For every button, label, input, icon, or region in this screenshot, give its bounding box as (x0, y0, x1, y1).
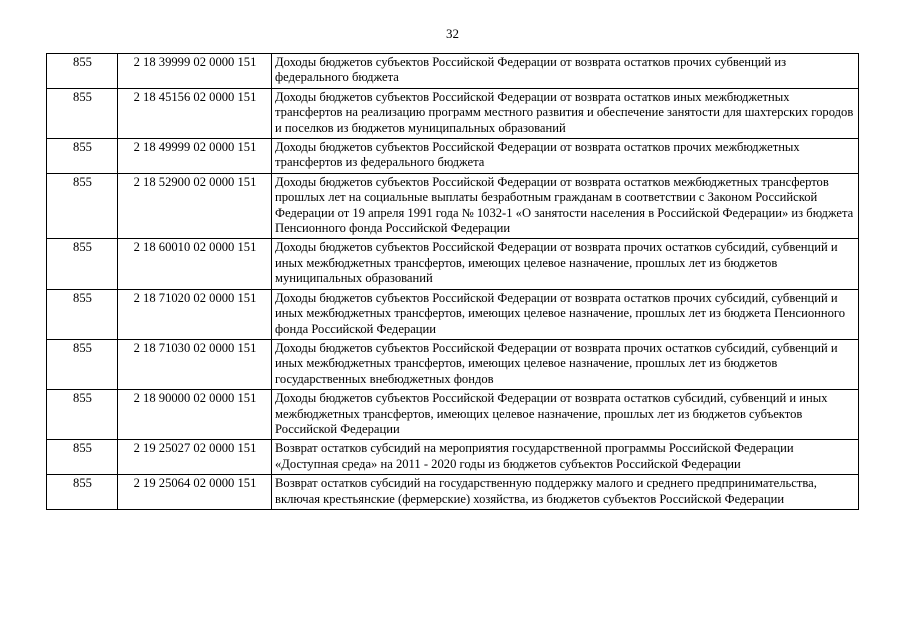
admin-code-cell: 855 (47, 88, 118, 138)
revenue-name-cell: Доходы бюджетов субъектов Российской Федерации от возврата остатков прочих межбюджетных трансфертов из федерального бюджета (272, 139, 859, 174)
revenue-code-cell: 2 19 25064 02 0000 151 (118, 475, 272, 510)
revenue-name-cell: Возврат остатков субсидий на мероприятия государственной программы Российской Федерации «Доступная среда» на 2011 - 2020 годы из бюджетов субъектов Российской Федерации (272, 440, 859, 475)
revenue-name-cell: Доходы бюджетов субъектов Российской Федерации от возврата остатков субсидий, субвенций и иных межбюджетных трансфертов, имеющих целевое назначение, прошлых лет из бюджетов субъектов Российской Федерации (272, 390, 859, 440)
revenue-code-cell: 2 18 49999 02 0000 151 (118, 139, 272, 174)
admin-code-cell: 855 (47, 475, 118, 510)
revenue-name-cell: Возврат остатков субсидий на государственную поддержку малого и среднего предпринимательства, включая крестьянские (фермерские) хозяйства, из бюджетов субъектов Российской Федерации (272, 475, 859, 510)
revenue-name-cell: Доходы бюджетов субъектов Российской Федерации от возврата остатков прочих субсидий, субвенций и иных межбюджетных трансфертов, имеющих целевое назначение, прошлых лет из бюджета Пенсионного фонда Российской Федерации (272, 289, 859, 339)
table-row (47, 339, 859, 389)
table-row (47, 390, 859, 440)
revenue-name-cell: Доходы бюджетов субъектов Российской Федерации от возврата прочих остатков субсидий, субвенций и иных межбюджетных трансфертов, имеющих целевое назначение, прошлых лет из бюджетов государственных внебюджетных фондов (272, 339, 859, 389)
revenue-code-cell: 2 19 25027 02 0000 151 (118, 440, 272, 475)
table-row (47, 239, 859, 289)
admin-code-cell: 855 (47, 139, 118, 174)
revenue-code-cell: 2 18 52900 02 0000 151 (118, 173, 272, 239)
admin-code-cell: 855 (47, 173, 118, 239)
revenue-code-cell: 2 18 60010 02 0000 151 (118, 239, 272, 289)
admin-code-cell: 855 (47, 289, 118, 339)
revenue-name-cell: Доходы бюджетов субъектов Российской Федерации от возврата остатков межбюджетных трансфертов прошлых лет на социальные выплаты безработным гражданам в соответствии с Законом Российской Федерации от 19 апреля 1991 года № 1032-1 «О занятости населения в Российской Федерации» из бюджета Пенсионного фонда Российской Федерации (272, 173, 859, 239)
page-number: 32 (446, 26, 459, 41)
admin-code-cell: 855 (47, 239, 118, 289)
revenue-name-cell: Доходы бюджетов субъектов Российской Федерации от возврата остатков прочих субвенций из федерального бюджета (272, 54, 859, 89)
revenue-code-cell: 2 18 45156 02 0000 151 (118, 88, 272, 138)
table-row (47, 173, 859, 239)
table-row (47, 54, 859, 89)
revenue-code-cell: 2 18 71020 02 0000 151 (118, 289, 272, 339)
table-row (47, 88, 859, 138)
revenue-code-cell: 2 18 71030 02 0000 151 (118, 339, 272, 389)
admin-code-cell: 855 (47, 339, 118, 389)
admin-code-cell: 855 (47, 440, 118, 475)
table-row (47, 475, 859, 510)
table-row (47, 440, 859, 475)
revenue-name-cell: Доходы бюджетов субъектов Российской Федерации от возврата прочих остатков субсидий, субвенций и иных межбюджетных трансфертов, имеющих целевое назначение, прошлых лет из бюджетов муниципальных образований (272, 239, 859, 289)
revenue-code-cell: 2 18 39999 02 0000 151 (118, 54, 272, 89)
admin-code-cell: 855 (47, 390, 118, 440)
admin-code-cell: 855 (47, 54, 118, 89)
table-row (47, 139, 859, 174)
table-row (47, 289, 859, 339)
revenue-code-cell: 2 18 90000 02 0000 151 (118, 390, 272, 440)
revenue-name-cell: Доходы бюджетов субъектов Российской Федерации от возврата остатков иных межбюджетных трансфертов на реализацию программ местного развития и обеспечение занятости для шахтерских городов и поселков из бюджетов муниципальных образований (272, 88, 859, 138)
budget-classification-table (46, 53, 859, 510)
